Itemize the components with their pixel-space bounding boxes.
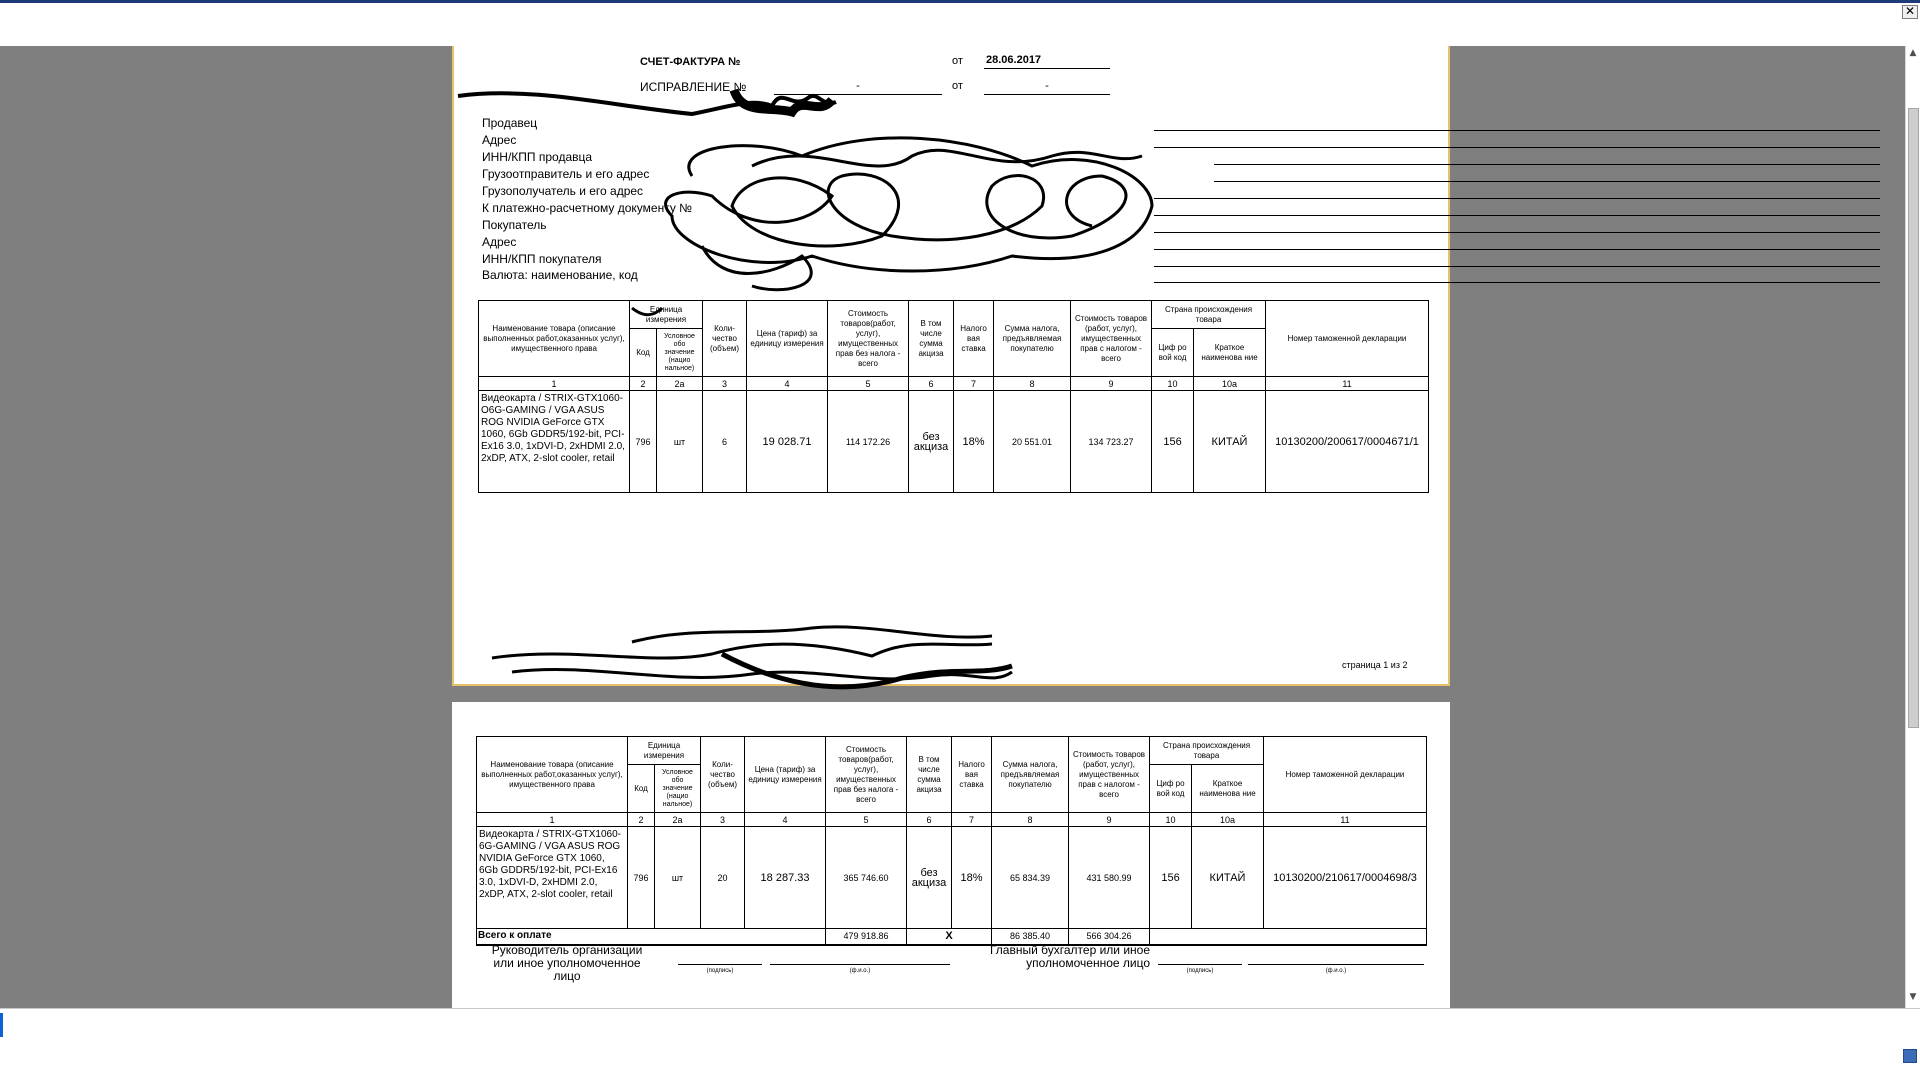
close-icon[interactable]: ✕ [1902,5,1918,19]
header-cost: Стоимость товаров(работ, услуг), имущественных прав без налога - всего [828,301,909,377]
column-number: 10 [1152,377,1194,391]
payment-doc-label: К платежно-расчетному документу № [482,201,693,215]
signature-caption: (ф.и.о.) [849,968,871,974]
header-country-code: Циф ро вой код [1150,765,1192,813]
column-number: 2а [657,377,703,391]
column-number: 2 [628,813,655,827]
item-unit-code: 796 [630,391,657,493]
correction-label: ИСПРАВЛЕНИЕ № [640,80,747,94]
column-number: 10 [1150,813,1192,827]
window-title-bar [0,0,1920,46]
item-customs: 10130200/210617/0004698/3 [1264,827,1427,929]
header-cost-with-tax: Стоимость товаров (работ, услуг), имущественных прав с налогом - всего [1071,301,1152,377]
column-number: 3 [703,377,747,391]
status-indicator [0,1013,3,1037]
column-number: 1 [479,377,630,391]
redaction-scribble [452,46,1452,706]
scroll-down-icon[interactable]: ▼ [1909,992,1917,1002]
column-number: 6 [909,377,954,391]
tray-icon[interactable] [1903,1049,1917,1063]
correction-number: - [774,80,942,95]
header-unit-symbol: Условное обо значение (нацио нальное) [655,765,701,813]
column-number: 9 [1069,813,1150,827]
header-unit-symbol: Условное обо значение (нацио нальное) [657,329,703,377]
signature-caption: (подпись) [1186,968,1214,974]
header-unit: Единица измерения [628,737,701,765]
header-country: Страна происхождения товара [1150,737,1264,765]
currency-label: Валюта: наименование, код [482,268,638,282]
header-tax-rate: Налого вая ставка [954,301,994,377]
column-number: 8 [994,377,1071,391]
signature-caption: (подпись) [706,968,734,974]
buyer-address-label: Адрес [482,235,517,249]
header-qty: Коли-чество (объем) [701,737,745,813]
totals-label: Всего к оплате [477,929,826,945]
item-cost: 365 746.60 [826,827,907,929]
head-signature-label: Руководитель организации или иное уполномоченное лицо [491,943,643,983]
item-qty: 6 [703,391,747,493]
item-country-code: 156 [1152,391,1194,493]
document-page-1 [452,46,1450,686]
seller-label: Продавец [482,116,538,130]
header-cost: Стоимость товаров(работ, услуг), имущественных прав без налога - всего [826,737,907,813]
column-number: 4 [745,813,826,827]
item-total: 431 580.99 [1069,827,1150,929]
column-number: 3 [701,813,745,827]
scroll-thumb[interactable] [1908,108,1919,728]
header-name: Наименование товара (описание выполненных работ,оказанных услуг), имущественного права [477,737,628,813]
document-viewer[interactable] [0,46,1905,1008]
item-unit: шт [655,827,701,929]
header-country: Страна происхождения товара [1152,301,1266,329]
signature-line [1248,964,1424,965]
header-price: Цена (тариф) за единицу измерения [747,301,828,377]
item-excise: без акциза [907,827,952,929]
accountant-signature-label: Главный бухгалтер или иное уполномоченное лицо [989,943,1150,970]
item-price: 18 287.33 [745,827,826,929]
invoice-date: 28.06.2017 [984,54,1110,69]
header-price: Цена (тариф) за единицу измерения [745,737,826,813]
signature-caption: (ф.и.о.) [1325,968,1347,974]
invoice-items-table-page2 [476,736,1427,946]
header-excise: В том числе сумма акциза [909,301,954,377]
header-tax-rate: Налого вая ставка [952,737,992,813]
signature-line [770,964,950,965]
item-customs: 10130200/200617/0004671/1 [1266,391,1429,493]
scroll-up-icon[interactable]: ▲ [1909,48,1917,58]
correction-date: - [984,80,1110,95]
header-country-name: Краткое наименова ние [1192,765,1264,813]
document-page-2 [452,702,1450,1008]
column-number: 8 [992,813,1069,827]
header-excise: В том числе сумма акциза [907,737,952,813]
header-tax-sum: Сумма налога, предъявляемая покупателю [994,301,1071,377]
item-country-code: 156 [1150,827,1192,929]
column-number: 7 [952,813,992,827]
column-number: 6 [907,813,952,827]
item-country: КИТАЙ [1192,827,1264,929]
item-qty: 20 [701,827,745,929]
item-cost: 114 172.26 [828,391,909,493]
item-tax-sum: 20 551.01 [994,391,1071,493]
totals-excise: X [907,929,992,945]
shipper-label: Грузоотправитель и его адрес [482,167,650,181]
seller-address-label: Адрес [482,133,517,147]
column-number: 2а [655,813,701,827]
column-number: 11 [1266,377,1429,391]
table-row [477,827,1427,929]
vertical-scrollbar[interactable] [1905,46,1920,1008]
column-number: 2 [630,377,657,391]
item-tax-rate: 18% [952,827,992,929]
column-number: 11 [1264,813,1427,827]
status-bar [0,1008,1920,1080]
item-name: Видеокарта / STRIX-GTX1060-6G-GAMING / VGA ASUS ROG NVIDIA GeForce GTX 1060, 6Gb GDDR5/192-bit, PCI-Ex16 3.0, 1xDVI-D, 2xHDMI 2.0, 2xDP, ATX, 2-slot cooler, retail [477,827,628,929]
header-unit-code: Код [630,329,657,377]
header-customs: Номер таможенной декларации [1264,737,1427,813]
header-qty: Коли-чество (объем) [703,301,747,377]
header-unit: Единица измерения [630,301,703,329]
invoice-title: СЧЕТ-ФАКТУРА № [640,56,741,68]
buyer-label: Покупатель [482,218,547,232]
column-number: 1 [477,813,628,827]
header-customs: Номер таможенной декларации [1266,301,1429,377]
consignee-label: Грузополучатель и его адрес [482,184,644,198]
column-number: 4 [747,377,828,391]
item-price: 19 028.71 [747,391,828,493]
page-number: страница 1 из 2 [1342,660,1408,670]
header-country-code: Циф ро вой код [1152,329,1194,377]
signature-line [1158,964,1242,965]
column-number: 9 [1071,377,1152,391]
invoice-date-label: от [952,55,963,67]
signature-line [678,964,762,965]
item-unit: шт [657,391,703,493]
item-tax-sum: 65 834.39 [992,827,1069,929]
item-tax-rate: 18% [954,391,994,493]
seller-inn-label: ИНН/КПП продавца [482,150,593,164]
item-unit-code: 796 [628,827,655,929]
header-name: Наименование товара (описание выполненных работ,оказанных услуг), имущественного права [479,301,630,377]
item-total: 134 723.27 [1071,391,1152,493]
totals-tax: 86 385.40 [992,929,1069,945]
header-tax-sum: Сумма налога, предъявляемая покупателю [992,737,1069,813]
column-number: 10а [1194,377,1266,391]
header-cost-with-tax: Стоимость товаров (работ, услуг), имущественных прав с налогом - всего [1069,737,1150,813]
column-number: 10а [1192,813,1264,827]
column-number: 7 [954,377,994,391]
item-excise: без акциза [909,391,954,493]
totals-total: 566 304.26 [1069,929,1150,945]
correction-date-label: от [952,80,963,92]
column-number: 5 [826,813,907,827]
header-country-name: Краткое наименова ние [1194,329,1266,377]
column-number: 5 [828,377,909,391]
totals-cost: 479 918.86 [826,929,907,945]
item-country: КИТАЙ [1194,391,1266,493]
header-unit-code: Код [628,765,655,813]
item-name: Видеокарта / STRIX-GTX1060-O6G-GAMING / VGA ASUS ROG NVIDIA GeForce GTX 1060, 6Gb GDDR5/192-bit, PCI-Ex16 3.0, 1xDVI-D, 2xHDMI 2.0, 2xDP, ATX, 2-slot cooler, retail [479,391,630,493]
buyer-inn-label: ИНН/КПП покупателя [482,252,602,266]
